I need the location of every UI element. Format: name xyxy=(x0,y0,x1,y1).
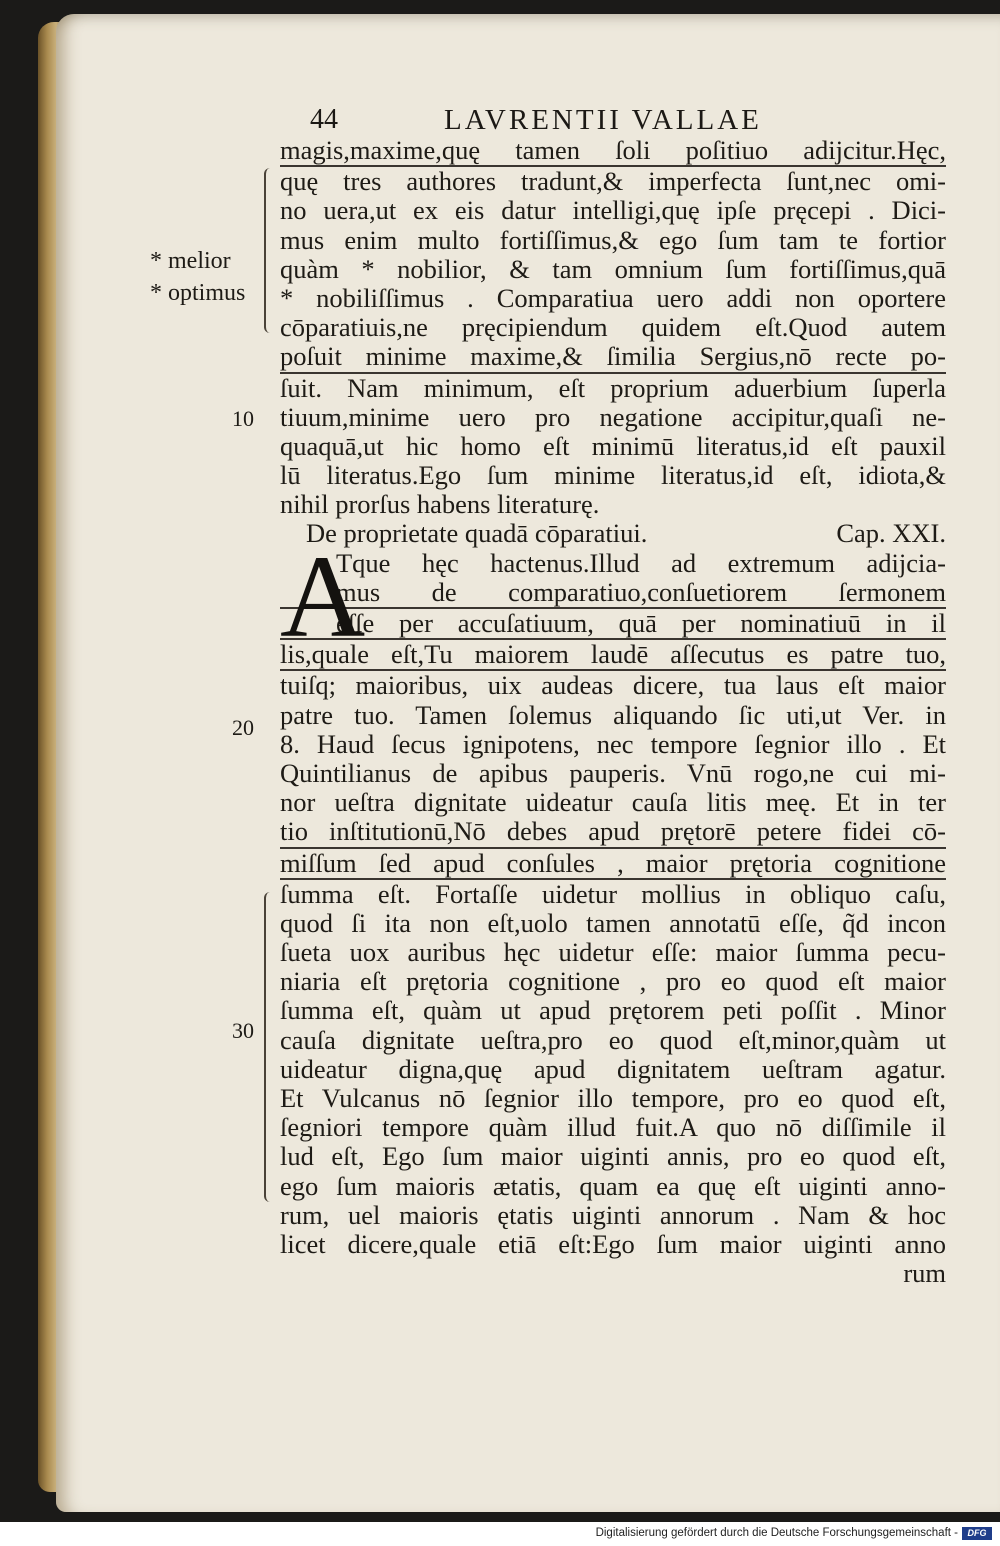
text-line: nihil prorſus habens literaturę. xyxy=(280,489,600,520)
text-line: Quintilianus de apibus pauperis. Vnū rogo,ne cui mi- xyxy=(280,757,946,788)
text-line: tio inſtitutionū,Nō debes apud prętorē petere fidei cō- xyxy=(280,817,946,848)
line-number: 30 xyxy=(232,1018,254,1043)
text-line: ſumma eſt. Fortaſſe uidetur mollius in obliquo caſu, xyxy=(280,878,946,909)
footer-bar xyxy=(0,1522,1000,1546)
text-line: tuiſq; maioribus, uix audeas dicere, tua laus eſt maior xyxy=(280,670,946,701)
text-line: ſumma eſt, quàm ut apud prętorem peti poſſit . Minor xyxy=(280,995,946,1026)
running-title: LAVRENTII VALLAE xyxy=(444,104,762,136)
text-line: patre tuo. Tamen ſolemus aliquando ſic uti,ut Ver. in xyxy=(280,699,946,730)
text-line: cauſa dignitate ueſtra,pro eo quod eſt,minor,quàm ut xyxy=(280,1024,946,1055)
line-number: 20 xyxy=(232,715,254,740)
text-line: miſſum ſed apud conſules , maior prętoria cognitione xyxy=(280,849,946,880)
text-line: licet dicere,quale etiā eſt:Ego ſum maior uiginti anno xyxy=(280,1228,946,1259)
text-line: uideatur digna,quę apud dignitatem ueſtram agatur. xyxy=(280,1053,946,1084)
text-line: mus de comparatiuo,conſuetiorem ſermonem xyxy=(280,578,946,609)
text-line: Et Vulcanus nō ſegnior illo tempore, pro eo quod eſt, xyxy=(280,1083,946,1113)
margin-note: * optimus xyxy=(150,280,246,306)
catchword: rum xyxy=(903,1258,946,1289)
text-line: * nobiliſſimus . Comparatiua uero addi non oportere xyxy=(280,282,946,313)
text-line: quàm * nobilior, & tam omnium ſum fortiſſimus,quā xyxy=(280,253,946,284)
chapter-title: De proprietate quadā cōparatiui. xyxy=(306,518,648,549)
text-line: nor ueſtra dignitate uideatur cauſa litis meę. Et in ter xyxy=(280,787,946,818)
margin-note: * melior xyxy=(150,248,231,274)
text-line: magis,maxime,quę tamen ſoli poſitiuo adijcitur.Hęc, xyxy=(280,136,946,167)
page-number: 44 xyxy=(310,104,338,135)
text-line: Tque hęc hactenus.Illud ad extremum adijcia- xyxy=(336,547,946,578)
text-line: lud eſt, Ego ſum maior uiginti annis, pro eo quod eſt, xyxy=(280,1141,946,1172)
dropcap-initial: A xyxy=(280,530,366,662)
chapter-number: Cap. XXI. xyxy=(836,518,946,549)
text-line: quaquā,ut hic homo eſt minimū literatus,id eſt pauxil xyxy=(280,430,946,461)
text-line: eſſe per accuſatiuum, quā per nominatiuū in il xyxy=(280,609,946,640)
text-line: mus enim multo fortiſſimus,& ego ſum tam te fortior xyxy=(280,224,946,255)
text-line: cōparatiuis,ne pręcipiendum quidem eſt.Quod autem xyxy=(280,312,946,343)
text-line: tiuum,minime uero pro negatione accipitur,quaſi ne- xyxy=(280,401,946,432)
text-line: ſuit. Nam minimum, eſt proprium aduerbium ſuperla xyxy=(280,372,946,403)
funding-credit: Digitalisierung gefördert durch die Deutsche Forschungsgemeinschaft - xyxy=(595,1527,958,1539)
text-block xyxy=(280,136,946,1288)
text-line: lis,quale eſt,Tu maiorem laudē aſſecutus es patre tuo, xyxy=(280,640,946,671)
text-line: poſuit minime maxime,& ſimilia Sergius,nō recte po- xyxy=(280,342,946,373)
text-line: ſegniori tempore quàm illud fuit.A quo nō diſſimile il xyxy=(280,1112,946,1143)
dfg-logo: DFG xyxy=(962,1527,992,1540)
text-line: lū literatus.Ego ſum minime literatus,id eſt, idiota,& xyxy=(280,460,946,491)
line-number: 10 xyxy=(232,406,254,431)
text-line: ego ſum maioris ætatis, quam ea quę eſt uiginti anno- xyxy=(280,1170,946,1201)
handwritten-bracket xyxy=(264,892,276,1202)
text-line: quod ſi ita non eſt,uolo tamen annotatū eſſe, q̃d incon xyxy=(280,907,946,938)
chapter-heading xyxy=(280,519,946,548)
text-line: niaria eſt prętoria cognitione , pro eo quod eſt maior xyxy=(280,966,946,997)
text-line: 8. Haud ſecus ignipotens, nec tempore ſegnior illo . Et xyxy=(280,728,946,759)
text-line: no uera,ut ex eis datur intelligi,quę ipſe pręcepi . Dici- xyxy=(280,195,946,226)
handwritten-bracket xyxy=(264,168,276,333)
text-line: ſueta uox auribus hęc uidetur eſſe: maior ſumma pecu- xyxy=(280,937,946,968)
text-line: rum, uel maioris ętatis uiginti annorum . Nam & hoc xyxy=(280,1199,946,1230)
text-line: quę tres authores tradunt,& imperfecta ſunt,nec omi- xyxy=(280,166,946,197)
